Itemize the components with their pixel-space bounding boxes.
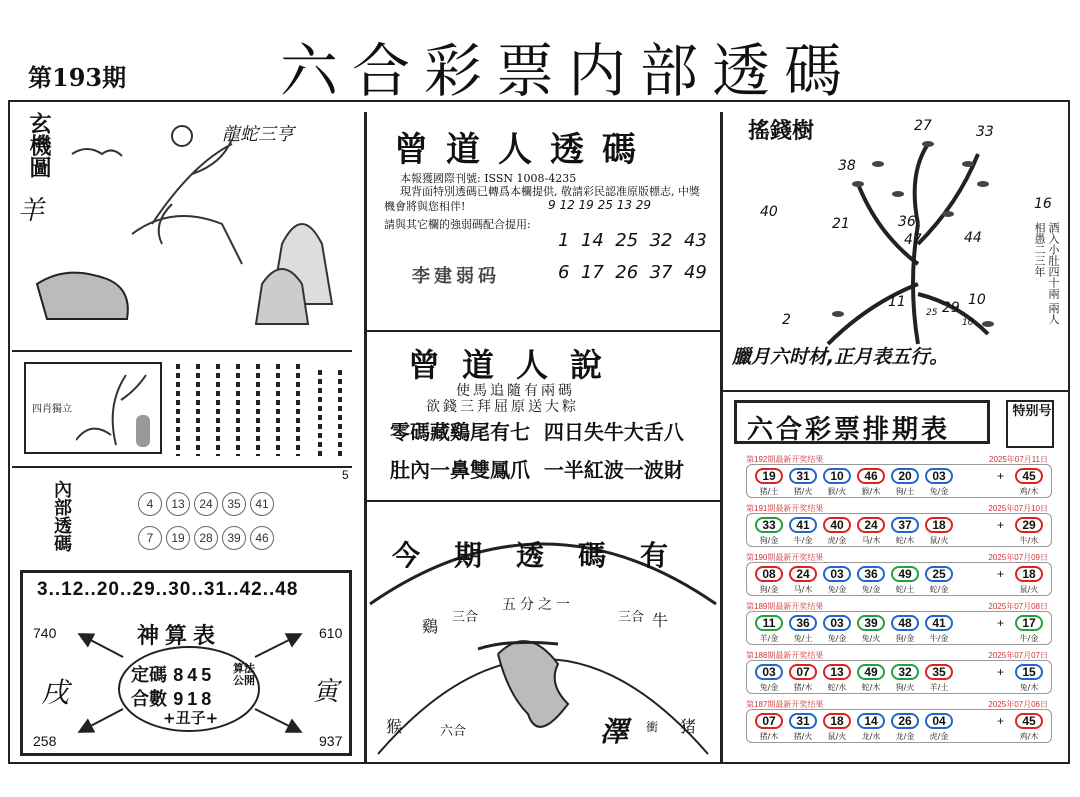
lottery-ball: 25 <box>925 566 953 582</box>
tree-number: 33 <box>976 124 994 140</box>
shensuan-panel <box>20 570 352 756</box>
tree-number: 44 <box>964 230 982 246</box>
zodiac-element-label: 牛/水 <box>1019 536 1039 545</box>
tree-illustration <box>768 124 1028 354</box>
draw-result-header <box>746 650 1052 660</box>
shensuan-method: 算法公開 <box>233 662 255 687</box>
zodiac-element-label: 兔/金 <box>929 487 949 496</box>
lottery-ball: 07 <box>789 664 817 680</box>
neibu-row-1 <box>138 492 278 516</box>
draw-period: 第187期最新开奖结果 <box>746 700 824 709</box>
zodiac-element-label: 鼠/火 <box>1019 585 1039 594</box>
plus-icon: + <box>997 665 1005 679</box>
neibu-number: 39 <box>222 526 246 550</box>
zodiac-element-label: 虎/金 <box>827 536 847 545</box>
heshu-label: 合數 <box>131 689 167 710</box>
divider <box>366 330 720 332</box>
zodiac-element-label: 牛/金 <box>1019 634 1039 643</box>
jinqi-left-top: 鷄 <box>422 617 439 636</box>
zodiac-element-label: 猪/土 <box>759 487 779 496</box>
tree-number: 2 <box>782 312 791 328</box>
jinqi-right-mid: 三合 <box>618 610 645 625</box>
zodiac-element-label: 鼠/火 <box>827 732 847 741</box>
shensuan-title: 神算表 <box>137 623 222 649</box>
zodiac-element-label: 狗/火 <box>895 683 915 692</box>
zodiac-element-label: 马/木 <box>793 585 813 594</box>
jinqi-bottom-mid: 六合 <box>440 724 467 739</box>
tree-title: 搖錢樹 <box>748 118 815 144</box>
tree-number: 25 <box>926 308 938 318</box>
special-ball: 45 <box>1015 713 1043 729</box>
tree-footer: 臘月六时材,正月表五行。 <box>732 346 949 368</box>
lottery-ball: 24 <box>789 566 817 582</box>
lottery-ball: 03 <box>755 664 783 680</box>
zengdao1-left-label: 李建弱码 <box>412 266 500 287</box>
tree-number: 27 <box>914 118 932 134</box>
shensuan-zodiac: +丑子+ <box>163 709 219 727</box>
neibu-number: 4 <box>138 492 162 516</box>
zengdao1-line2: 現背面特別透碼已轉爲本欄提供, 敬請彩民認准原版標志, 中獎機會將與您相伴! <box>384 185 700 213</box>
draw-result-header <box>746 503 1052 513</box>
tree-number: 11 <box>888 294 906 310</box>
zengdao2-title: 曾道人說 <box>408 346 625 384</box>
zengdao-toucode-panel <box>372 112 716 326</box>
draw-result-row <box>746 601 1052 647</box>
draw-period: 第192期最新开奖结果 <box>746 455 824 464</box>
lottery-ball: 41 <box>789 517 817 533</box>
lottery-ball: 08 <box>755 566 783 582</box>
zodiac-element-label: 狗/金 <box>895 634 915 643</box>
zengdao1-small-nums: 9 12 19 25 13 29 <box>548 198 652 212</box>
zodiac-element-label: 猪/火 <box>793 487 813 496</box>
zengdao-shuo-panel <box>372 336 716 496</box>
issue-number: 第193期 <box>28 63 127 92</box>
dingma-value: 845 <box>173 665 216 685</box>
lottery-ball: 49 <box>891 566 919 582</box>
draw-result-row <box>746 503 1052 549</box>
zodiac-element-label: 兔/金 <box>861 585 881 594</box>
divider <box>366 500 720 502</box>
special-ball: 45 <box>1015 468 1043 484</box>
plus-icon: + <box>997 616 1005 630</box>
zodiac-element-label: 狗/土 <box>895 487 915 496</box>
draw-date: 2025年07月09日 <box>988 553 1048 562</box>
draw-date: 2025年07月06日 <box>988 700 1048 709</box>
draw-date: 2025年07月10日 <box>988 504 1048 513</box>
jinqi-panel <box>368 504 718 760</box>
zodiac-element-label: 猪/木 <box>759 732 779 741</box>
shensuan-br: 937 <box>319 733 343 749</box>
zodiac-element-label: 兔/金 <box>827 634 847 643</box>
zengdao2-line2: 肚內一鼻雙鳳爪 一半紅波一波財 <box>390 458 684 482</box>
tree-number: 38 <box>838 158 856 174</box>
lottery-ball: 11 <box>755 615 783 631</box>
tree-number: 16 <box>1034 196 1052 212</box>
zodiac-element-label: 虎/金 <box>929 732 949 741</box>
zodiac-element-label: 牛/金 <box>793 536 813 545</box>
lottery-ball: 19 <box>755 468 783 484</box>
xuanji-side-mark: 羊 <box>18 196 45 226</box>
zengdao1-line3: 請與其它欄的強弱碼配合提用: <box>384 218 531 231</box>
neibu-label: 內部透碼 <box>51 480 72 552</box>
zodiac-element-label: 狗/金 <box>759 536 779 545</box>
zodiac-element-label: 兔/火 <box>861 634 881 643</box>
zengdao1-line1: 本報獲國際刊號: ISSN 1008-4235 <box>400 172 577 185</box>
draw-result-header <box>746 699 1052 709</box>
zodiac-element-label: 鸡/木 <box>1019 487 1039 496</box>
zodiac-element-label: 兔/木 <box>1019 683 1039 692</box>
neibu-row-2 <box>138 526 278 550</box>
xuanji-panel <box>12 104 352 354</box>
zodiac-element-label: 猪/火 <box>793 732 813 741</box>
shensuan-top-numbers: 3..12..20..29..30..31..42..48 <box>37 579 299 600</box>
draw-balls-frame <box>746 709 1052 743</box>
plus-icon: + <box>997 567 1005 581</box>
jinqi-bottom-right2: 衝 <box>646 720 659 734</box>
plus-icon: + <box>997 714 1005 728</box>
lottery-ball: 03 <box>823 566 851 582</box>
zodiac-element-label: 牛/金 <box>929 634 949 643</box>
special-ball: 17 <box>1015 615 1043 631</box>
special-ball: 18 <box>1015 566 1043 582</box>
neibu-number: 13 <box>166 492 190 516</box>
tree-number: 40 <box>760 204 778 220</box>
lottery-ball: 49 <box>857 664 885 680</box>
lottery-ball: 31 <box>789 468 817 484</box>
lottery-ball: 10 <box>823 468 851 484</box>
sifei-label: 四肖獨立 <box>32 404 72 415</box>
tree-number: 21 <box>832 216 850 232</box>
lottery-ball: 18 <box>925 517 953 533</box>
jinqi-left-mid: 三合 <box>452 610 479 625</box>
zodiac-element-label: 羊/金 <box>759 634 779 643</box>
lottery-ball: 41 <box>925 615 953 631</box>
draw-period: 第188期最新开奖结果 <box>746 651 824 660</box>
neibu-number: 19 <box>166 526 190 550</box>
tree-number: 10 <box>962 318 974 328</box>
sifei-picture-frame <box>24 362 162 454</box>
divider <box>722 390 1068 392</box>
lottery-ball: 13 <box>823 664 851 680</box>
zodiac-element-label: 鸡/木 <box>1019 732 1039 741</box>
draw-balls-frame <box>746 464 1052 498</box>
divider <box>12 466 352 468</box>
zengdao1-title: 曾道人透碼 <box>394 130 654 170</box>
zodiac-element-label: 龙/金 <box>895 732 915 741</box>
jinqi-center: 五分之一 <box>502 597 574 613</box>
zodiac-element-label: 猴/木 <box>861 487 881 496</box>
jinqi-title: 今期透碼有 <box>392 539 703 572</box>
shensuan-right-mark: 寅 <box>313 677 340 707</box>
zodiac-element-label: 猴/火 <box>827 487 847 496</box>
draw-result-row <box>746 699 1052 745</box>
neibu-number: 46 <box>250 526 274 550</box>
draw-date: 2025年07月08日 <box>988 602 1048 611</box>
draw-balls-frame <box>746 660 1052 694</box>
neibu-number: 35 <box>222 492 246 516</box>
jinqi-right-top: 牛 <box>652 611 669 630</box>
zodiac-element-label: 兔/土 <box>793 634 813 643</box>
draw-result-row <box>746 454 1052 500</box>
zodiac-element-label: 龙/水 <box>861 732 881 741</box>
lottery-ball: 18 <box>823 713 851 729</box>
neibu-number: 28 <box>194 526 218 550</box>
zodiac-element-label: 羊/土 <box>929 683 949 692</box>
schedule-title: 六合彩票排期表 <box>747 415 951 445</box>
sifei-illustration <box>76 370 160 450</box>
schedule-badge <box>1006 400 1054 448</box>
lottery-ball: 32 <box>891 664 919 680</box>
draw-period: 第190期最新开奖结果 <box>746 553 824 562</box>
lottery-ball: 33 <box>755 517 783 533</box>
lottery-ball: 20 <box>891 468 919 484</box>
page-title: 六合彩票内部透碼 <box>280 37 857 105</box>
lottery-ball: 39 <box>857 615 885 631</box>
xuanji-handwritten: 龍蛇三亨 <box>222 124 294 145</box>
divider <box>364 112 367 762</box>
draw-result-row <box>746 650 1052 696</box>
zengdao1-row-a: 1 14 25 32 43 <box>558 230 707 251</box>
zodiac-element-label: 兔/金 <box>827 585 847 594</box>
shensuan-left-mark: 戌 <box>41 676 70 709</box>
plus-icon: + <box>997 469 1005 483</box>
draw-balls-frame <box>746 611 1052 645</box>
lottery-ball: 36 <box>789 615 817 631</box>
dingma-label: 定碼 <box>131 665 167 686</box>
lottery-ball: 46 <box>857 468 885 484</box>
draw-result-header <box>746 601 1052 611</box>
neibu-number: 7 <box>138 526 162 550</box>
neibu-panel <box>20 474 350 564</box>
draw-balls-frame <box>746 513 1052 547</box>
lottery-ball: 40 <box>823 517 851 533</box>
zodiac-element-label: 马/木 <box>861 536 881 545</box>
zodiac-element-label: 兔/金 <box>759 683 779 692</box>
zodiac-element-label: 狗/金 <box>759 585 779 594</box>
draw-result-header <box>746 552 1052 562</box>
draw-period: 第191期最新开奖结果 <box>746 504 824 513</box>
xuanji-illustration <box>32 114 352 354</box>
draw-balls-frame <box>746 562 1052 596</box>
tree-panel <box>728 104 1068 380</box>
draw-result-header <box>746 454 1052 464</box>
shensuan-bl: 258 <box>33 733 57 749</box>
draw-date: 2025年07月07日 <box>988 651 1048 660</box>
draw-period: 第189期最新开奖结果 <box>746 602 824 611</box>
special-ball: 15 <box>1015 664 1043 680</box>
lottery-ball: 36 <box>857 566 885 582</box>
lottery-ball: 37 <box>891 517 919 533</box>
zengdao2-sub1: 使馬追隨有兩碼 <box>456 383 575 399</box>
sifei-panel <box>22 360 352 482</box>
schedule-title-box <box>734 400 990 444</box>
tree-number: 29 <box>942 300 960 316</box>
lottery-ball: 14 <box>857 713 885 729</box>
lottery-ball: 48 <box>891 615 919 631</box>
sifei-poem-columns <box>170 360 350 460</box>
neibu-number: 41 <box>250 492 274 516</box>
plus-icon: + <box>997 518 1005 532</box>
xuanji-label: 玄機圖 <box>26 112 52 178</box>
zodiac-element-label: 蛇/金 <box>929 585 949 594</box>
tree-side-text: 酒入小肚四十兩 兩人相愚二三年 <box>1033 222 1060 325</box>
tree-number: 47 <box>904 232 922 248</box>
lottery-ball: 04 <box>925 713 953 729</box>
zengdao2-sub2: 欲錢三拜屈原送大粽 <box>426 399 579 415</box>
neibu-number: 24 <box>194 492 218 516</box>
zodiac-element-label: 蛇/土 <box>895 585 915 594</box>
schedule-badge-text: 特别号 <box>1012 404 1052 419</box>
lottery-ball: 03 <box>823 615 851 631</box>
special-ball: 29 <box>1015 517 1043 533</box>
zodiac-element-label: 鼠/火 <box>929 536 949 545</box>
lottery-ball: 26 <box>891 713 919 729</box>
draw-result-row <box>746 552 1052 598</box>
lottery-ball: 24 <box>857 517 885 533</box>
lottery-ball: 03 <box>925 468 953 484</box>
zodiac-element-label: 猪/木 <box>793 683 813 692</box>
shensuan-dingma <box>131 661 215 687</box>
lottery-ball: 31 <box>789 713 817 729</box>
tree-number: 10 <box>968 292 986 308</box>
divider <box>12 350 352 352</box>
shensuan-tl: 740 <box>33 625 57 641</box>
jinqi-bottom-right3: 猪 <box>680 717 697 736</box>
tree-number: 36 <box>898 214 916 230</box>
zodiac-element-label: 蛇/水 <box>827 683 847 692</box>
zodiac-element-label: 蛇/木 <box>861 683 881 692</box>
jinqi-bottom-left: 猴 <box>386 717 403 736</box>
jinqi-bottom-right1: 澤 <box>600 715 629 748</box>
draw-date: 2025年07月11日 <box>989 455 1048 464</box>
heshu-value: 918 <box>173 689 216 709</box>
divider <box>720 112 723 762</box>
lottery-ball: 35 <box>925 664 953 680</box>
zengdao2-line1: 零碼藏鷄尾有七 四日失牛大舌八 <box>390 420 684 444</box>
lottery-ball: 07 <box>755 713 783 729</box>
sifei-poem-end: 5 <box>342 468 349 482</box>
zodiac-element-label: 蛇/木 <box>895 536 915 545</box>
zengdao1-row-b: 6 17 26 37 49 <box>558 262 707 283</box>
shensuan-tr: 610 <box>319 625 343 641</box>
